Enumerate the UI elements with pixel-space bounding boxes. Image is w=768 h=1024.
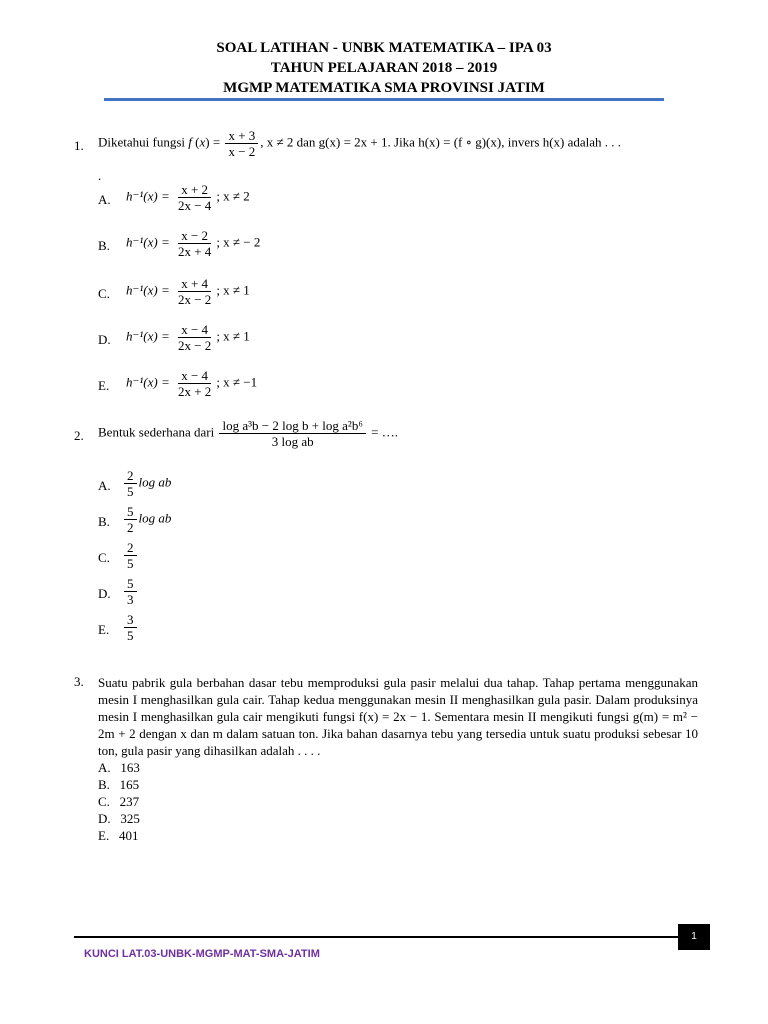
option-d[interactable]: D. 325 bbox=[98, 811, 140, 826]
footer-text: KUNCI LAT.03-UNBK-MGMP-MAT-SMA-JATIM bbox=[84, 948, 320, 960]
header-title: SOAL LATIHAN - UNBK MATEMATIKA – IPA 03 bbox=[216, 40, 552, 56]
question-text: Bentuk sederhana dari $\frac{\text{log a³b − 2 log b + log a²b⁶}}{\text{3 log ab}}$ = …. bbox=[98, 418, 398, 449]
question-text: Diketahui fungsi f (x) = $\frac{x + 3}{x - 2}$ , x ≠ 2 dan g(x) = 2x + 1. Jika h(x) = (f ∘ g)(x), invers h(x) adalah . . . bbox=[98, 128, 622, 159]
question-2: 2. Bentuk sederhana dari $\frac{\text{log a³b − 2 log b + log a²b⁶}}{\text{3 log ab}}$ = …. A. $\frac{2}{5}$ log ab B. $\frac{5}{2}$ log ab C. $\frac{2}{5}$ D. $\frac{5}{3}$ E. $\frac{3}{5}$ bbox=[74, 418, 398, 643]
option-c[interactable]: C. 237 bbox=[98, 794, 140, 809]
question-text: Suatu pabrik gula berbahan dasar tebu memproduksi gula pasir melalui dua tahap. Tahap pertama menggunakan mesin I menghasilkan gula cair. Tahap kedua menggunakan mesin II menghasilkan gula pasir. Dalam produksinya mesin I menghasilkan gula cair mengikuti fungsi f(x) = 2x − 1. Sementara mesin II mengikuti fungsi g(m) = m² − 2m + 2 dengan x dan m dalam satuan ton. Jika bahan dasarnya tebu yang tersedia untuk suatu produksi sebesar 10 ton, gula pasir yang dihasilkan adalah . . . . bbox=[98, 675, 698, 758]
question-1: 1. Diketahui fungsi f (x) = $\frac{x + 3}{x - 2}$ , x ≠ 2 dan g(x) = 2x + 1. Jika h(x) = (f ∘ g)(x), invers h(x) adalah . . . . A. h⁻¹(x) = $\frac{x + 2}{2x - 4}$ ; x ≠ 2 B. h⁻¹(x) = $\frac{x - 2}{2x + 4}$ ; x ≠ − 2 C. h⁻¹(x) = $\frac{x + 4}{2x - 2}$ ; x ≠ 1 D. h⁻¹(x) = $\frac{x - 4}{2x - 2}$ ; x ≠ 1 E. h⁻¹(x) = $\frac{x - 4}{2x + 2}$ ; x ≠ −1 bbox=[74, 128, 622, 399]
question-number: 3. bbox=[74, 674, 84, 689]
header-divider bbox=[104, 98, 664, 101]
page-number: 1 bbox=[678, 924, 710, 950]
footer-divider bbox=[74, 936, 678, 938]
question-number: 2. bbox=[74, 428, 84, 443]
question-3 bbox=[74, 674, 698, 864]
header-year: TAHUN PELAJARAN 2018 – 2019 bbox=[270, 60, 498, 76]
option-b[interactable]: B. 165 bbox=[98, 777, 140, 792]
fraction: $\frac{x + 3}{x - 2}$ bbox=[225, 128, 258, 159]
document-header bbox=[0, 38, 768, 98]
question-number: 1. bbox=[74, 138, 84, 153]
option-a[interactable]: A. 163 bbox=[98, 760, 140, 775]
header-org: MGMP MATEMATIKA SMA PROVINSI JATIM bbox=[223, 80, 545, 96]
option-e[interactable]: E. 401 bbox=[98, 828, 139, 843]
